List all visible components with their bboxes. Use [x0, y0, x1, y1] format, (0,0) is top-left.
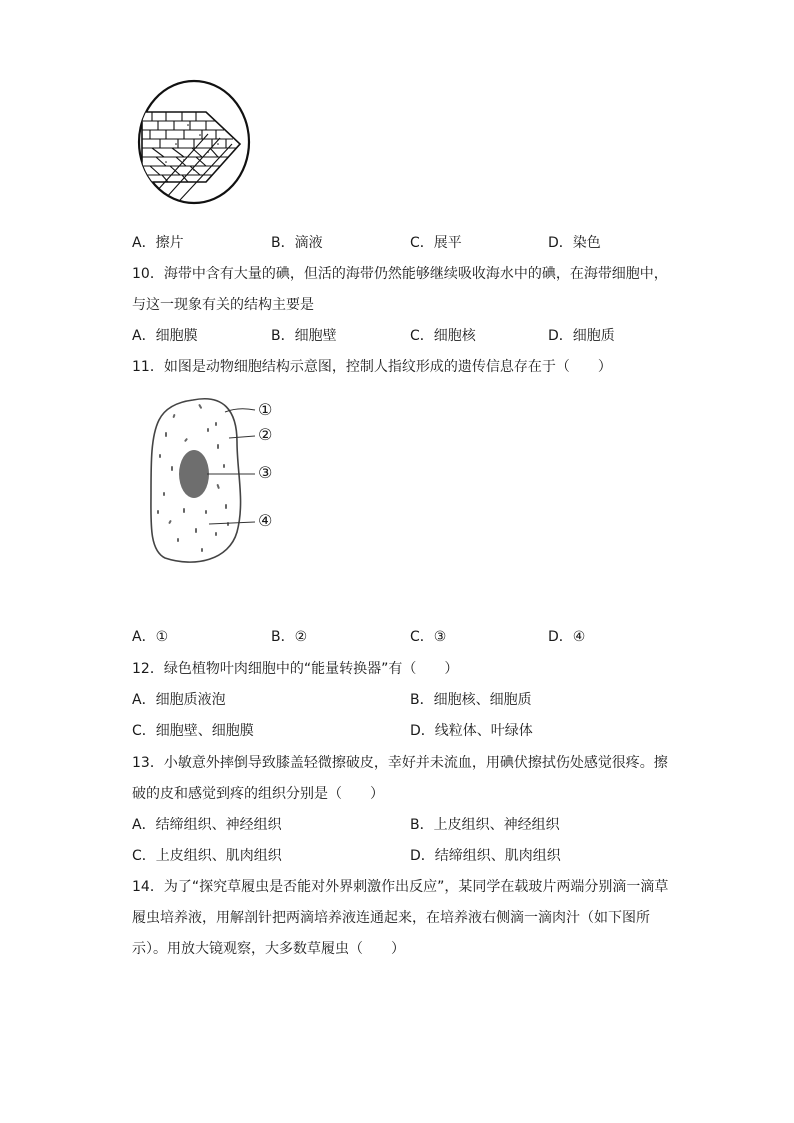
q13-option-d: D．结缔组织、肌肉组织	[410, 848, 561, 864]
q11-stem-line1: 11．如图是动物细胞结构示意图，控制人指纹形成的遗传信息存在于（ ）	[132, 359, 612, 375]
q11-option-c: C．③	[410, 629, 447, 645]
q14-stem-line2: 履虫培养液，用解剖针把两滴培养液连通起来，在培养液右侧滴一滴肉汁（如下图所	[132, 910, 650, 926]
q10-stem-line2: 与这一现象有关的结构主要是	[132, 297, 314, 313]
q9-option-b: B．滴液	[271, 235, 323, 251]
q13-option-a: A．结缔组织、神经组织	[132, 817, 282, 833]
q10-option-d: D．细胞质	[548, 328, 615, 344]
q10-option-a: A．细胞膜	[132, 328, 198, 344]
q13-stem-line2: 破的皮和感觉到疼的组织分别是（ ）	[132, 786, 384, 802]
q12-stem-line1: 12．绿色植物叶肉细胞中的“能量转换器”有（ ）	[132, 661, 459, 677]
q11-option-d: D．④	[548, 629, 586, 645]
q12-option-b: B．细胞核、细胞质	[410, 692, 532, 708]
slide-view-figure	[136, 78, 254, 206]
q12-option-c: C．细胞壁、细胞膜	[132, 723, 254, 739]
q13-option-b: B．上皮组织、神经组织	[410, 817, 560, 833]
q9-option-a: A．擦片	[132, 235, 184, 251]
q10-option-c: C．细胞核	[410, 328, 476, 344]
q14-stem-line3: 示）。用放大镜观察，大多数草履虫（ ）	[132, 941, 405, 957]
q14-stem-line1: 14．为了“探究草履虫是否能对外界刺激作出反应”，某同学在载玻片两端分别滴一滴草	[132, 879, 669, 895]
q12-option-d: D．线粒体、叶绿体	[410, 723, 533, 739]
q10-stem-line1: 10．海带中含有大量的碘，但活的海带仍然能够继续吸收海水中的碘，在海带细胞中，	[132, 266, 668, 282]
q13-option-c: C．上皮组织、肌肉组织	[132, 848, 282, 864]
q9-option-c: C．展平	[410, 235, 462, 251]
cell-label-1: ①	[258, 400, 273, 419]
cell-label-4: ④	[258, 511, 273, 530]
q11-option-a: A．①	[132, 629, 169, 645]
cell-label-2: ②	[258, 425, 273, 444]
q9-option-d: D．染色	[548, 235, 601, 251]
q13-stem-line1: 13．小敏意外摔倒导致膝盖轻微擦破皮，幸好并未流血，用碘伏擦拭伤处感觉很疼。擦	[132, 755, 668, 771]
q10-option-b: B．细胞壁	[271, 328, 337, 344]
q12-option-a: A．细胞质液泡	[132, 692, 226, 708]
cell-label-3: ③	[258, 463, 273, 482]
q11-option-b: B．②	[271, 629, 308, 645]
